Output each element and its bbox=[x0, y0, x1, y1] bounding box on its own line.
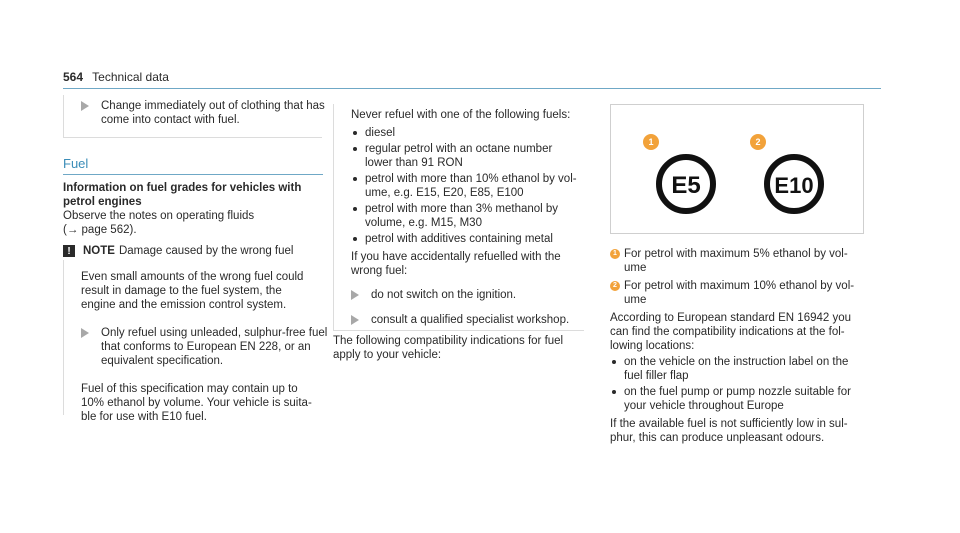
arrow-icon bbox=[81, 328, 89, 338]
observe-line: Observe the notes on operating fluids bbox=[63, 210, 255, 222]
e5-text: E5 bbox=[671, 172, 701, 199]
action-text: Change immediately out of clothing that has come into contact with fuel. bbox=[101, 100, 325, 126]
arrow-icon bbox=[81, 101, 89, 111]
note-body: Even small amounts of the wrong fuel could result in damage to the fuel system, the engine and the emission control system. bbox=[81, 271, 304, 311]
warning-continued-box bbox=[333, 104, 584, 331]
chapter-title: Technical data bbox=[92, 70, 169, 84]
e5-label-icon bbox=[643, 134, 713, 211]
fuel-info-block bbox=[63, 181, 325, 237]
page-reference-link[interactable]: (→ page 562). bbox=[63, 224, 137, 236]
section-rule bbox=[63, 174, 323, 175]
compatibility-intro: The following compatibility indications for fuel apply to your vehicle: bbox=[333, 335, 564, 361]
sulphur-info: If the available fuel is not sufficiently low in sulphur, this can produce unpleasant odours. bbox=[610, 418, 848, 444]
page-header bbox=[63, 70, 169, 84]
note-header bbox=[63, 245, 325, 257]
number-badge-icon: 1 bbox=[610, 249, 620, 259]
ethanol-info: Fuel of this specification may contain up to 10% ethanol by volume. Your vehicle is suitable for use with E10 fuel. bbox=[81, 383, 312, 423]
subheading: Information on fuel grades for vehicles with petrol engines bbox=[63, 182, 302, 208]
e10-label-icon bbox=[750, 134, 821, 211]
legend-text: For petrol with maximum 10% ethanol by volume bbox=[624, 280, 855, 306]
accidental-refuel-text: If you have accidentally refuelled with the wrong fuel: bbox=[351, 251, 561, 277]
list-item: regular petrol with an octane number lower than 91 RON bbox=[351, 142, 579, 170]
list-item: diesel bbox=[351, 126, 579, 140]
list-item: petrol with more than 10% ethanol by volume, e.g. E15, E20, E85, E100 bbox=[351, 172, 579, 200]
continued-warning-box bbox=[63, 95, 325, 138]
arrow-icon bbox=[351, 290, 359, 300]
note-title: Damage caused by the wrong fuel bbox=[118, 245, 294, 257]
legend-item bbox=[610, 247, 864, 275]
fuel-label-figure bbox=[610, 104, 864, 234]
badge-number: 2 bbox=[755, 137, 761, 147]
list-item: petrol with additives containing metal bbox=[351, 232, 579, 246]
legend-item bbox=[610, 279, 864, 307]
arrow-icon bbox=[351, 315, 359, 325]
header-rule bbox=[63, 88, 881, 89]
legend-text: For petrol with maximum 5% ethanol by volume bbox=[624, 248, 848, 274]
action-text: Only refuel using unleaded, sulphur-free fuel that conforms to European EN 228, or an equivalent specification. bbox=[101, 327, 328, 367]
badge-number: 1 bbox=[648, 137, 654, 147]
locations-list bbox=[610, 355, 864, 413]
action-text: do not switch on the ignition. bbox=[371, 289, 517, 301]
number-badge-icon: 2 bbox=[610, 281, 620, 291]
list-item: on the fuel pump or pump nozzle suitable for your vehicle throughout Europe bbox=[610, 385, 864, 413]
list-item: on the vehicle on the instruction label on the fuel filler flap bbox=[610, 355, 864, 383]
list-item: petrol with more than 3% methanol by volume, e.g. M15, M30 bbox=[351, 202, 579, 230]
action-step bbox=[351, 313, 591, 327]
action-step bbox=[81, 99, 329, 127]
standard-info: According to European standard EN 16942 you can find the compatibility indications at the following locations: bbox=[610, 312, 852, 352]
note-label: NOTE bbox=[83, 245, 115, 257]
fuel-labels-illustration bbox=[611, 105, 863, 233]
exclamation-icon: ! bbox=[63, 245, 75, 257]
section-title: Fuel bbox=[63, 156, 89, 171]
e10-text: E10 bbox=[774, 173, 814, 198]
forbidden-fuels-list bbox=[351, 126, 579, 246]
figure-legend bbox=[610, 247, 864, 445]
action-step bbox=[81, 326, 329, 368]
action-text: consult a qualified specialist workshop. bbox=[371, 314, 570, 326]
note-box bbox=[63, 260, 328, 423]
action-step bbox=[351, 288, 591, 302]
page-number: 564 bbox=[63, 70, 84, 84]
never-refuel-text: Never refuel with one of the following fuels: bbox=[351, 109, 571, 121]
